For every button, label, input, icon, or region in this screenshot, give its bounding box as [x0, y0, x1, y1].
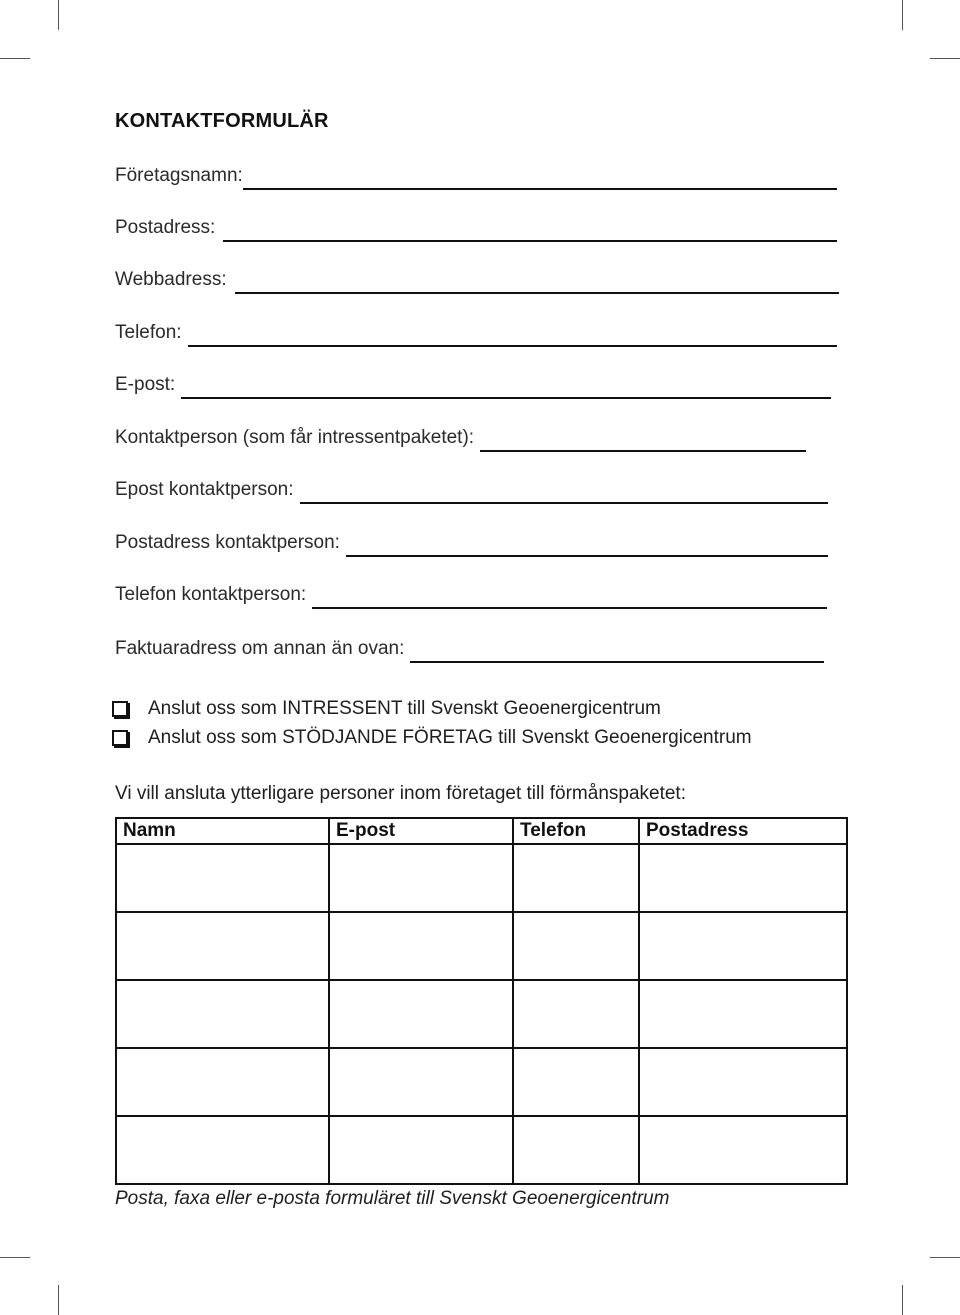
- contact-phone-label: Telefon kontaktperson:: [115, 584, 307, 605]
- table-cell-phone[interactable]: [513, 1116, 639, 1184]
- table-cell-name[interactable]: [116, 844, 329, 912]
- form-title: KONTAKTFORMULÄR: [115, 110, 329, 132]
- crop-mark-bottom-right: [902, 1285, 903, 1315]
- column-header-email: E-post: [329, 818, 513, 844]
- phone-label: Telefon:: [115, 322, 182, 343]
- table-cell-postal-address[interactable]: [639, 1116, 847, 1184]
- column-header-name: Namn: [116, 818, 329, 844]
- table-cell-phone[interactable]: [513, 1048, 639, 1116]
- table-row: [116, 1116, 847, 1184]
- contact-email-input-line[interactable]: [300, 502, 828, 504]
- table-cell-name[interactable]: [116, 1116, 329, 1184]
- contact-phone-field[interactable]: [115, 583, 827, 609]
- postal-address-input-line[interactable]: [223, 240, 837, 242]
- company-name-input-line[interactable]: [243, 188, 837, 190]
- checkbox-icon[interactable]: [112, 730, 128, 746]
- table-row: [116, 1048, 847, 1116]
- crop-mark-top-right: [902, 0, 903, 30]
- column-header-postal-address: Postadress: [639, 818, 847, 844]
- contact-person-field[interactable]: [115, 426, 806, 452]
- email-input-line[interactable]: [181, 397, 831, 399]
- option-interested-party[interactable]: [112, 697, 661, 721]
- contact-person-label: Kontaktperson (som får intressentpaketet):: [115, 427, 475, 448]
- table-cell-name[interactable]: [116, 912, 329, 980]
- table-cell-email[interactable]: [329, 1116, 513, 1184]
- contact-postal-address-label: Postadress kontaktperson:: [115, 532, 340, 553]
- billing-address-field[interactable]: [115, 637, 824, 663]
- email-field[interactable]: [115, 373, 831, 399]
- crop-mark-bottom-right-h: [930, 1257, 960, 1258]
- checkbox-icon[interactable]: [112, 701, 128, 717]
- option-supporting-company-label: Anslut oss som STÖDJANDE FÖRETAG till Svenskt Geoenergicentrum: [148, 727, 752, 748]
- contact-postal-address-field[interactable]: [115, 531, 828, 557]
- billing-address-label: Faktuaradress om annan än ovan:: [115, 638, 405, 659]
- table-header-row: [116, 818, 847, 844]
- billing-address-input-line[interactable]: [410, 661, 824, 663]
- contact-phone-input-line[interactable]: [312, 607, 827, 609]
- table-cell-postal-address[interactable]: [639, 912, 847, 980]
- table-cell-postal-address[interactable]: [639, 844, 847, 912]
- contact-person-input-line[interactable]: [480, 450, 806, 452]
- crop-mark-top-right-h: [930, 58, 960, 59]
- option-interested-party-label: Anslut oss som INTRESSENT till Svenskt Geoenergicentrum: [148, 698, 661, 719]
- postal-address-label: Postadress:: [115, 217, 216, 238]
- contact-postal-address-input-line[interactable]: [346, 555, 828, 557]
- additional-persons-table: [115, 817, 848, 1185]
- table-row: [116, 980, 847, 1048]
- email-label: E-post:: [115, 374, 176, 395]
- option-supporting-company[interactable]: [112, 726, 752, 750]
- table-row: [116, 844, 847, 912]
- table-cell-phone[interactable]: [513, 844, 639, 912]
- table-cell-postal-address[interactable]: [639, 1048, 847, 1116]
- table-cell-email[interactable]: [329, 844, 513, 912]
- contact-email-label: Epost kontaktperson:: [115, 479, 294, 500]
- table-cell-email[interactable]: [329, 912, 513, 980]
- table-cell-email[interactable]: [329, 1048, 513, 1116]
- phone-field[interactable]: [115, 321, 837, 347]
- crop-mark-top-left: [58, 0, 59, 30]
- contact-email-field[interactable]: [115, 478, 828, 504]
- table-cell-name[interactable]: [116, 980, 329, 1048]
- footer-instruction: Posta, faxa eller e-posta formuläret till Svenskt Geoenergicentrum: [115, 1188, 670, 1209]
- company-name-label: Företagsnamn:: [115, 165, 243, 186]
- crop-mark-bottom-left: [58, 1285, 59, 1315]
- website-field[interactable]: [115, 268, 839, 294]
- website-label: Webbadress:: [115, 269, 227, 290]
- table-cell-email[interactable]: [329, 980, 513, 1048]
- table-cell-postal-address[interactable]: [639, 980, 847, 1048]
- company-name-field[interactable]: [115, 164, 837, 190]
- table-cell-name[interactable]: [116, 1048, 329, 1116]
- crop-mark-top-left-h: [0, 58, 30, 59]
- additional-persons-intro: Vi vill ansluta ytterligare personer inom företaget till förmånspaketet:: [115, 783, 686, 804]
- postal-address-field[interactable]: [115, 216, 837, 242]
- phone-input-line[interactable]: [188, 345, 837, 347]
- table-cell-phone[interactable]: [513, 912, 639, 980]
- table-row: [116, 912, 847, 980]
- website-input-line[interactable]: [235, 292, 839, 294]
- column-header-phone: Telefon: [513, 818, 639, 844]
- table-cell-phone[interactable]: [513, 980, 639, 1048]
- crop-mark-bottom-left-h: [0, 1257, 30, 1258]
